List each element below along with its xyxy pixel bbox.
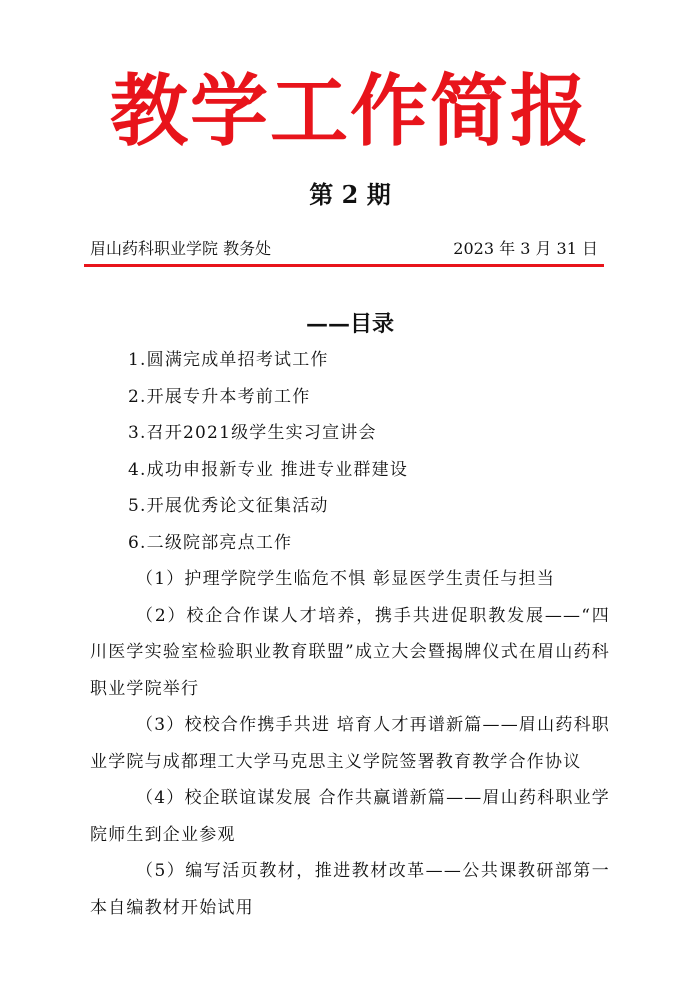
toc-subitem: （1）护理学院学生临危不惧 彰显医学生责任与担当 (136, 569, 556, 589)
toc-subitem: （5）编写活页教材，推进教材改革——公共课教研部第一本自编教材开始试用 (90, 861, 610, 918)
toc-item: 3.召开2021级学生实习宣讲会 (128, 423, 377, 443)
toc-heading: ——目录 (305, 311, 394, 337)
toc-item: 4.成功申报新专业 推进专业群建设 (128, 459, 409, 480)
toc-item: 6.二级院部亮点工作 (128, 532, 293, 553)
header-divider (84, 264, 604, 267)
toc-subitem: （2）校企合作谋人才培养，携手共进促职教发展——“四川医学实验室检验职业教育联盟”成立大会暨揭牌仪式在眉山药科职业学院举行 (90, 605, 610, 699)
toc-item: 1.圆满完成单招考试工作 (128, 350, 329, 370)
table-of-contents (90, 342, 610, 926)
issue-number: 第 2 期 (309, 180, 391, 209)
publish-date: 2023 年 3 月 31 日 (453, 239, 598, 258)
toc-item: 2.开展专升本考前工作 (128, 386, 311, 407)
newsletter-title: 教学工作简报 (109, 66, 590, 157)
publisher-org: 眉山药科职业学院 教务处 (90, 239, 272, 258)
toc-item: 5.开展优秀论文征集活动 (128, 496, 329, 516)
toc-subitem: （3）校校合作携手共进 培育人才再谱新篇——眉山药科职业学院与成都理工大学马克思主义学院签署教育教学合作协议 (90, 715, 610, 772)
toc-subitem: （4）校企联谊谋发展 合作共赢谱新篇——眉山药科职业学院师生到企业参观 (90, 788, 610, 845)
publisher-line (90, 236, 604, 262)
